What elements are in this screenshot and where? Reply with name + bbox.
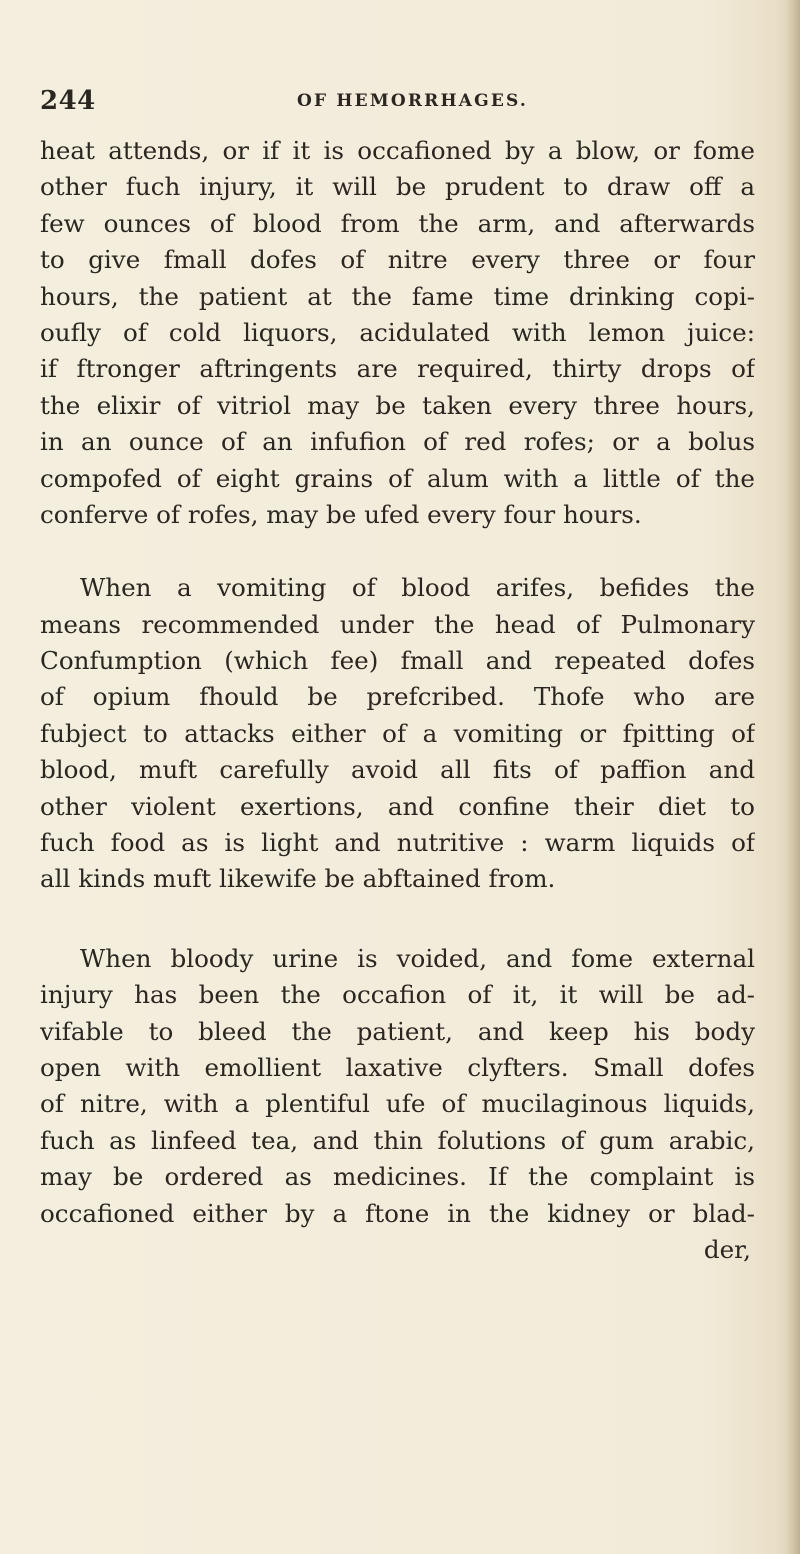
text-line: the elixir of vitriol may be taken every three hours, [40, 390, 755, 420]
running-head: OF HEMORRHAGES. [297, 91, 529, 111]
text-line: conferve of rofes, may be ufed every four hours. [40, 499, 642, 529]
paragraph-3 [40, 941, 755, 1232]
page-number: 244 [40, 86, 96, 116]
text-line: to give fmall dofes of nitre every three or four [40, 245, 755, 275]
page-edge [786, 0, 800, 1554]
paragraph-gap [40, 898, 755, 941]
text-line: of nitre, with a plentiful ufe of mucilaginous liquids, [40, 1089, 755, 1119]
text-line: open with emollient laxative clyfters. Small dofes [40, 1052, 755, 1082]
text-line: vifable to bleed the patient, and keep his body [40, 1016, 755, 1046]
text-line: in an ounce of an infufion of red rofes; or a bolus [40, 427, 755, 457]
text-line: fubject to attacks either of a vomiting or fpitting of [40, 718, 755, 748]
text-line: When bloody urine is voided, and fome external [80, 943, 755, 973]
text-line: other violent exertions, and confine their diet to [40, 791, 755, 821]
paragraph-gap [40, 533, 755, 570]
text-line: heat attends, or if it is occafioned by a blow, or fome [40, 136, 755, 165]
text-line: means recommended under the head of Pulmonary [40, 609, 755, 639]
catchword: der, [703, 1234, 751, 1264]
text-line: all kinds muft likewife be abftained from. [40, 864, 556, 894]
text-line: fuch as linfeed tea, and thin folutions of gum arabic, [40, 1125, 755, 1155]
page-header [40, 86, 760, 122]
text-line: blood, muft carefully avoid all fits of paffion and [40, 755, 755, 785]
text-line: injury has been the occafion of it, it will be ad- [40, 980, 755, 1010]
text-line: Confumption (which fee) fmall and repeated dofes [40, 646, 755, 676]
text-line: may be ordered as medicines. If the complaint is [40, 1162, 755, 1192]
body-text [40, 133, 755, 1268]
paragraph-2 [40, 570, 755, 898]
text-line: other fuch injury, it will be prudent to draw off a [40, 172, 755, 202]
text-line: few ounces of blood from the arm, and afterwards [40, 208, 755, 238]
text-line: of opium fhould be prefcribed. Thofe who are [40, 682, 755, 712]
text-line: occafioned either by a ftone in the kidney or blad- [40, 1198, 755, 1228]
text-line: if ftronger aftringents are required, thirty drops of [40, 354, 755, 384]
paragraph-1 [40, 133, 755, 533]
text-line: oufly of cold liquors, acidulated with lemon juice: [40, 317, 755, 347]
text-line: fuch food as is light and nutritive : warm liquids of [40, 828, 755, 858]
text-line: compofed of eight grains of alum with a little of the [40, 463, 755, 493]
text-line: When a vomiting of blood arifes, befides the [80, 573, 755, 603]
text-line: hours, the patient at the fame time drinking copi- [40, 281, 755, 311]
